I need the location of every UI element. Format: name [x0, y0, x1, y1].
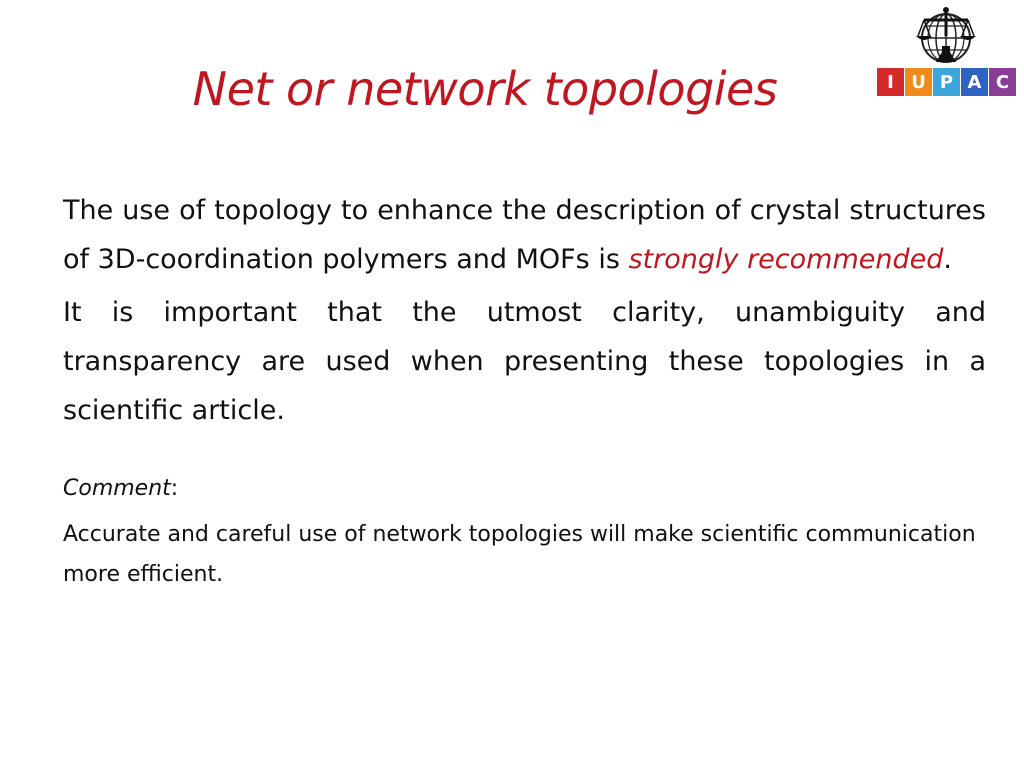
paragraph-1: [63, 186, 986, 284]
logo-letter: U: [905, 68, 932, 96]
paragraph-2: It is important that the utmost clarity, unambiguity and transparency are used when presenting these topologies in a scientific article.: [63, 297, 986, 426]
paragraph-1-text: The use of topology to enhance the description of crystal structures of 3D-coordination polymers and MOFs is: [63, 195, 986, 275]
comment-heading: [63, 471, 986, 507]
slide-body: [63, 186, 986, 595]
paragraph-1-end: .: [943, 244, 952, 275]
globe-scales-icon: [874, 6, 1016, 68]
emphasis-text: strongly recommended: [628, 244, 944, 275]
comment-label: Comment: [63, 476, 171, 501]
comment-text: Accurate and careful use of network topologies will make scientific communication more efficient.: [63, 522, 976, 587]
logo-letter: P: [933, 68, 960, 96]
logo-letter: C: [989, 68, 1016, 96]
iupac-letters: [877, 68, 1017, 96]
iupac-logo: [874, 6, 1016, 98]
logo-letter: A: [961, 68, 988, 96]
logo-letter: I: [877, 68, 904, 96]
comment-colon: :: [170, 476, 179, 501]
slide-title: Net or network topologies: [192, 62, 778, 116]
